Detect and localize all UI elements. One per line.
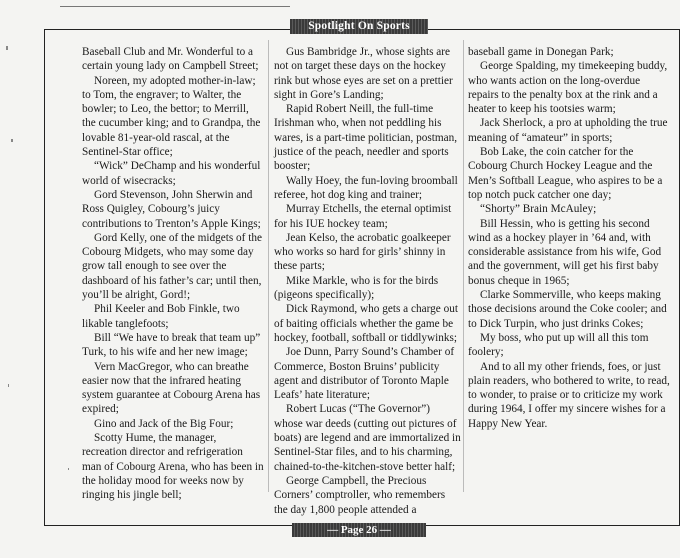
paragraph: Bill Hessin, who is getting his second wind as a hockey player in ’64 and, with considerable assistance from his wife, God and the government, will get his first baby bonus cheque in 1965;: [468, 217, 662, 287]
paragraph: And to all my other friends, foes, or just plain readers, who bothered to write, to read, to wonder, to praise or to criticize my work during 1964, I offer my sincere wishes for a Happy New Year.: [468, 360, 670, 430]
paragraph: My boss, who put up will all this tom foolery;: [468, 331, 649, 359]
paragraph: Baseball Club and Mr. Wonderful to a certain young lady on Campbell Street;: [82, 46, 259, 73]
top-rule: [60, 6, 290, 7]
page-number-footer: — Page 26 —: [292, 523, 426, 537]
paragraph: “Shorty” Brain McAuley;: [480, 203, 597, 216]
paragraph: Gord Stevenson, John Sherwin and Ross Quigley, Cobourg’s juicy contributions to Trenton’s Apple Kings;: [82, 188, 261, 230]
paragraph: Vern MacGregor, who can breathe easier now that the infrared heating system guarantee at Cobourg Arena has expired;: [82, 360, 261, 416]
paragraph: Jean Kelso, the acrobatic goalkeeper who works so hard for girls’ shinny in these parts;: [274, 231, 451, 273]
paragraph: Gino and Jack of the Big Four;: [94, 417, 234, 430]
section-header: Spotlight On Sports: [290, 19, 428, 34]
paragraph: Gus Bambridge Jr., whose sights are not on target these days on the hockey rink but whose eyes are set on a prettier sight in Gore’s Landing;: [274, 46, 453, 101]
paragraph: Clarke Sommerville, who keeps making those decisions around the Coke cooler; and to Dick Turpin, who just drinks Cokes;: [468, 289, 667, 330]
paragraph: George Campbell, the Precious Corners’ comptroller, who remembers the day 1,800 people attended a: [274, 474, 446, 516]
paragraph: Murray Etchells, the eternal optimist for his IUE hockey team;: [274, 203, 452, 230]
article-column-2: [274, 45, 461, 517]
article-column-3: [468, 45, 673, 431]
paragraph: Dick Raymond, who gets a charge out of baiting officials whether the game be hockey, football, softball or tiddlywinks;: [274, 303, 458, 344]
paragraph: “Wick” DeChamp and his wonderful world of wisecracks;: [82, 160, 261, 187]
paragraph: Robert Lucas (“The Governor”) whose war deeds (cutting out pictures of boats) are legend and are immortalized in Sentinel-Star files, and to his charming, chained-to-the-kitchen-stove better half;: [274, 403, 461, 473]
paragraph: Jack Sherlock, a pro at upholding the true meaning of “amateur” in sports;: [468, 117, 668, 144]
paragraph: Wally Hoey, the fun-loving broomball referee, hot dog king and trainer;: [274, 174, 458, 201]
paragraph: Gord Kelly, one of the midgets of the Cobourg Midgets, who may some day grow tall enough to see over the dashboard of his father’s car; until then, you’ll be alright, Gord!;: [82, 231, 262, 302]
paragraph: Joe Dunn, Parry Sound’s Chamber of Commerce, Boston Bruins’ publicity agent and distributor of Toronto Maple Leafs’ hate literature;: [274, 346, 455, 402]
paragraph: Mike Markle, who is for the birds (pigeons specifically);: [274, 274, 439, 302]
paragraph: baseball game in Donegan Park;: [468, 46, 614, 58]
paragraph: Rapid Robert Neill, the full-time Irishman who, when not peddling his wares, is a part-time politician, postman, justice of the peach, needler and sports booster;: [274, 103, 458, 173]
column-divider: [463, 40, 464, 492]
paragraph: Phil Keeler and Bob Finkle, two likable tanglefoots;: [82, 303, 240, 330]
paragraph: Bill “We have to break that team up” Turk, to his wife and her new image;: [82, 331, 261, 359]
scan-speck: [11, 139, 13, 142]
column-divider: [268, 40, 269, 492]
paragraph: Noreen, my adopted mother-in-law; to Tom, the engraver; to Walter, the bowler; to Leo, the bettor; to Merrill, the cucumber king; and to Grandpa, the lovable 81-year-old rascal, at the Sentinel-Star office;: [82, 74, 261, 159]
scan-speck: [68, 468, 69, 470]
scan-speck: [8, 384, 9, 387]
scan-speck: [6, 46, 8, 50]
paragraph: Bob Lake, the coin catcher for the Cobourg Church Hockey League and the Men’s Softball League, who aspires to be a top notch puck catcher one day;: [468, 146, 663, 201]
paragraph: Scotty Hume, the manager, recreation director and refrigeration man of Cobourg Arena, who has been in the holiday mood for weeks now by ringing his jingle bell;: [82, 432, 264, 502]
paragraph: George Spalding, my timekeeping buddy, who wants action on the long-overdue repairs to the penalty box at the rink and a heater to keep his tootsies warm;: [468, 60, 668, 116]
article-column-1: [82, 45, 264, 503]
